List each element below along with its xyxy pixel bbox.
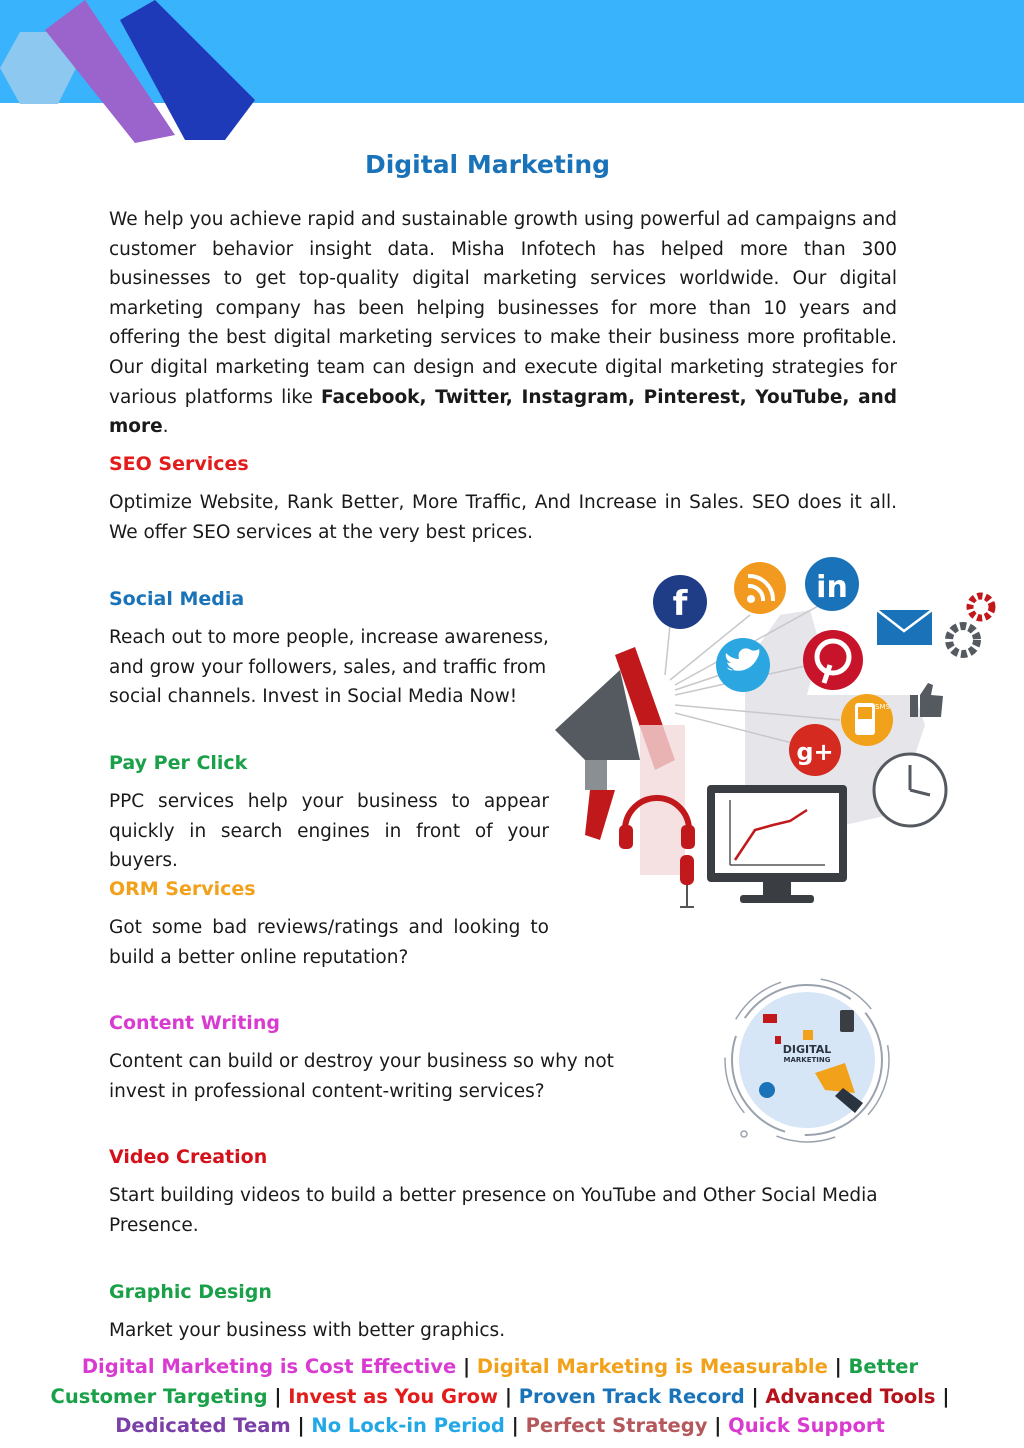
footer-benefit-item: Digital Marketing is Cost Effective bbox=[81, 1355, 457, 1378]
pinterest-icon bbox=[803, 630, 863, 690]
twitter-icon bbox=[716, 638, 770, 692]
footer-benefit-item: Digital Marketing is Measurable bbox=[476, 1355, 828, 1378]
footer-separator: | bbox=[744, 1384, 766, 1408]
section-graphic-design bbox=[109, 1278, 897, 1346]
section-pay-per-click bbox=[109, 749, 549, 876]
footer-benefit-item: Advanced Tools bbox=[765, 1384, 936, 1408]
intro-text: We help you achieve rapid and sustainable growth using powerful ad campaigns and customer behavior insight data. Misha Infotech has helped more than 300 businesses to get top-quality digital marketing services worldwide. Our digital marketing company has been helping businesses for more than 10 years and offering the best digital marketing services to make their business more profitable. Our digital marketing team can design and execute digital marketing strategies for various platforms like bbox=[109, 209, 897, 408]
footer-benefit-item: Quick Support bbox=[728, 1414, 885, 1437]
svg-text:f: f bbox=[672, 584, 688, 624]
footer-separator: | bbox=[827, 1355, 849, 1378]
footer-benefit-item: Dedicated Team bbox=[115, 1414, 291, 1437]
footer-separator: | bbox=[707, 1414, 729, 1437]
google-plus-icon bbox=[789, 724, 841, 776]
badge-line1: DIGITAL bbox=[782, 1043, 832, 1056]
section-content-writing bbox=[109, 1009, 669, 1106]
intro-end: . bbox=[162, 416, 169, 438]
section-text: Start building videos to build a better presence on YouTube and Other Social Media Presence. bbox=[109, 1185, 878, 1236]
section-seo bbox=[109, 450, 897, 547]
hexagon-decoration bbox=[0, 0, 260, 145]
section-title: Video Creation bbox=[109, 1146, 268, 1168]
social-media-illustration bbox=[545, 555, 1005, 915]
chart-bar-icon bbox=[775, 1036, 781, 1044]
cart-icon bbox=[763, 1014, 777, 1023]
footer-benefit-item: Invest as You Grow bbox=[288, 1384, 499, 1408]
chart-icon bbox=[803, 1030, 813, 1040]
section-text: Market your business with better graphics. bbox=[109, 1320, 506, 1341]
footer-separator: | bbox=[456, 1355, 477, 1378]
footer-benefit-item: Perfect Strategy bbox=[525, 1414, 708, 1437]
section-title: ORM Services bbox=[109, 878, 256, 900]
svg-text:SMS: SMS bbox=[875, 703, 890, 711]
digital-marketing-badge bbox=[715, 978, 905, 1143]
svg-text:g+: g+ bbox=[796, 738, 834, 766]
clock-icon bbox=[874, 754, 946, 826]
facebook-icon bbox=[653, 575, 707, 629]
section-title: Social Media bbox=[109, 588, 245, 610]
phone-icon bbox=[840, 1010, 854, 1032]
section-text: PPC services help your business to appear quickly in search engines in front of your buyers. bbox=[109, 791, 549, 872]
footer-separator: | bbox=[267, 1384, 289, 1408]
section-text: Content can build or destroy your business so why not invest in professional content-writing services? bbox=[109, 1051, 614, 1102]
svg-text:in: in bbox=[816, 570, 848, 605]
intro-platforms: Facebook, Twitter, Instagram, Pinterest, YouTube, and more bbox=[109, 386, 897, 438]
footer-benefits bbox=[40, 1352, 960, 1441]
envelope-icon bbox=[877, 610, 932, 645]
microphone-icon bbox=[680, 855, 694, 907]
footer-benefit-item: No Lock-in Period bbox=[311, 1414, 505, 1437]
gear-icon bbox=[949, 596, 992, 654]
section-video-creation bbox=[109, 1143, 897, 1240]
page-title: Digital Marketing bbox=[364, 150, 611, 179]
footer-separator: | bbox=[935, 1384, 950, 1408]
rss-icon bbox=[734, 562, 786, 614]
section-title: SEO Services bbox=[109, 453, 249, 475]
pie-icon bbox=[759, 1082, 775, 1098]
section-social-media bbox=[109, 585, 551, 712]
intro-paragraph bbox=[109, 205, 897, 442]
footer-separator: | bbox=[498, 1384, 519, 1408]
footer-separator: | bbox=[290, 1414, 312, 1437]
section-title: Pay Per Click bbox=[109, 752, 248, 774]
badge-line2: MARKETING bbox=[783, 1056, 831, 1064]
footer-benefit-item: Proven Track Record bbox=[518, 1384, 745, 1408]
section-text: Optimize Website, Rank Better, More Traffic, And Increase in Sales. SEO does it all. We offer SEO services at the very best prices. bbox=[109, 492, 897, 543]
section-orm bbox=[109, 875, 549, 972]
section-text: Reach out to more people, increase awareness, and grow your followers, sales, and traffic from social channels. Invest in Social Media Now! bbox=[109, 627, 549, 708]
thumbs-up-icon bbox=[910, 683, 943, 717]
monitor-icon bbox=[707, 785, 847, 903]
section-title: Content Writing bbox=[109, 1012, 280, 1034]
footer-separator: | bbox=[504, 1414, 526, 1437]
section-text: Got some bad reviews/ratings and looking to build a better online reputation? bbox=[109, 917, 549, 968]
footer-benefit-item: Better Customer Targeting bbox=[50, 1355, 919, 1408]
section-title: Graphic Design bbox=[109, 1281, 272, 1303]
sms-phone-icon bbox=[841, 694, 893, 746]
linkedin-icon bbox=[805, 557, 859, 611]
